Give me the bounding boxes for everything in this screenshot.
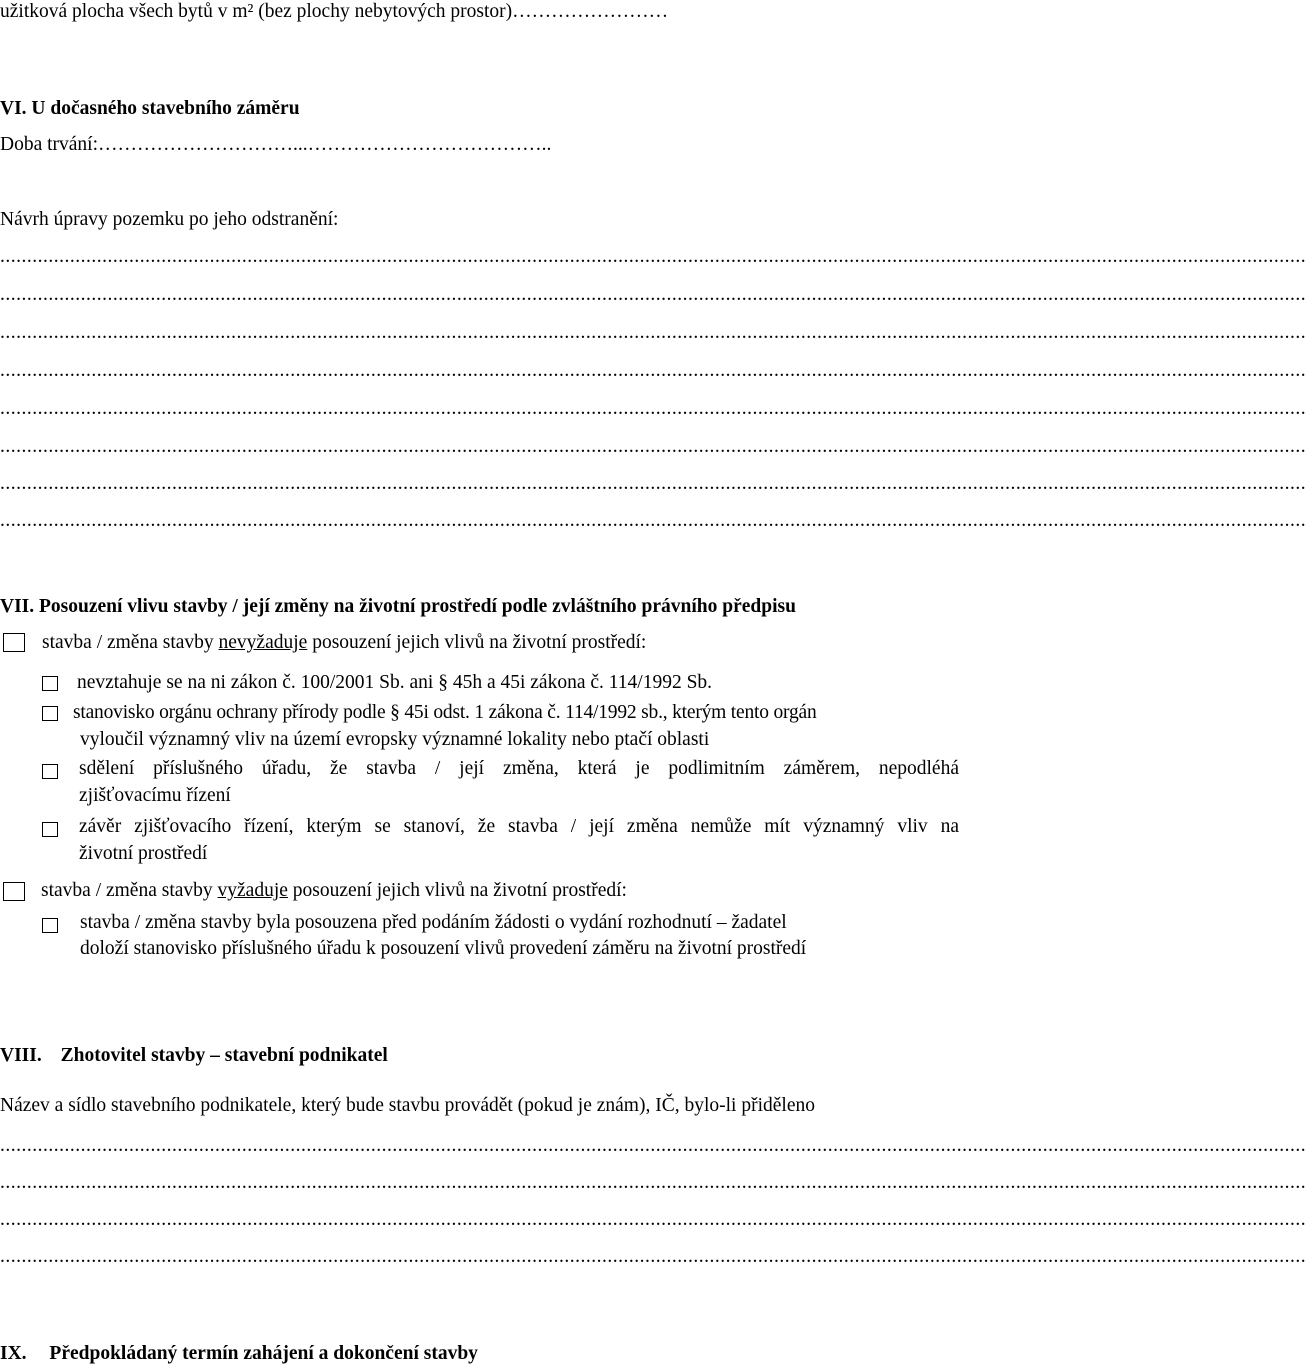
option-screening-conclusion-line2: životní prostředí [79, 843, 208, 864]
section-viii-heading: Zhotovitel stavby – stavební podnikatel [60, 1045, 388, 1066]
option-authority-notice-line1: sdělení příslušného úřadu, že stavba / její změna, která je podlimitním záměrem, nepodléhá [79, 758, 959, 779]
option-nature-authority-line1: stanovisko orgánu ochrany přírody podle § 45i odst. 1 zákona č. 114/1992 sb., kterým tento orgán [73, 702, 817, 723]
removal-dot-line[interactable]: ................................................................................................................................................................................................................................................... [0, 510, 1306, 531]
option-assessed-before-line2: doloží stanovisko příslušného úřadu k posouzení vlivů provedení záměru na životní prostředí [80, 938, 807, 959]
removal-dot-line[interactable]: ................................................................................................................................................................................................................................................... [0, 436, 1306, 457]
option-required: stavba / změna stavby vyžaduje posouzení jejich vlivů na životní prostředí: [41, 880, 627, 901]
contractor-dot-line[interactable]: ................................................................................................................................................................................................................................................... [0, 1172, 1306, 1193]
section-viii-title [0, 1044, 388, 1068]
section-vii-title [0, 595, 796, 619]
option-law-not-applicable: nevztahuje se na ni zákon č. 100/2001 Sb. ani § 45h a 45i zákona č. 114/1992 Sb. [77, 672, 713, 693]
section-ix-number: IX. [0, 1343, 27, 1364]
removal-dot-line[interactable]: ................................................................................................................................................................................................................................................... [0, 473, 1306, 494]
checkbox-nature-authority-opinion[interactable] [42, 706, 58, 721]
section-vi-title: VI. U dočasného stavebního záměru [0, 98, 300, 119]
contractor-dot-line[interactable]: ................................................................................................................................................................................................................................................... [0, 1209, 1306, 1230]
usable-area-line: užitková plocha všech bytů v m² (bez plochy nebytových prostor)…………………… [0, 1, 669, 22]
section-ix-heading: Předpokládaný termín zahájení a dokončení stavby [49, 1343, 478, 1364]
removal-dot-line[interactable]: ................................................................................................................................................................................................................................................... [0, 284, 1306, 305]
option-nature-authority-line2: vyloučil významný vliv na území evropsky významné lokality nebo ptačí oblasti [80, 729, 710, 750]
removal-dot-line[interactable]: ................................................................................................................................................................................................................................................... [0, 360, 1306, 381]
removal-label: Návrh úpravy pozemku po jeho odstranění: [0, 209, 339, 230]
checkbox-authority-notice[interactable] [42, 764, 58, 779]
removal-dot-line[interactable]: ................................................................................................................................................................................................................................................... [0, 322, 1306, 343]
checkbox-assessed-before[interactable] [42, 918, 58, 933]
section-viii-number: VIII. [0, 1045, 42, 1066]
option-screening-conclusion-line1: závěr zjišťovacího řízení, kterým se stanoví, že stavba / její změna nemůže mít významný vliv na [79, 816, 959, 837]
section-vii-heading: Posouzení vlivu stavby / její změny na životní prostředí podle zvláštního právního předpisu [39, 596, 796, 617]
checkbox-law-not-applicable[interactable] [42, 676, 58, 691]
option-authority-notice-line2: zjišťovacímu řízení [79, 785, 231, 806]
checkbox-screening-conclusion[interactable] [42, 822, 58, 837]
removal-dot-line[interactable]: ................................................................................................................................................................................................................................................... [0, 398, 1306, 419]
duration-field[interactable]: Doba trvání:…………………………...……………………………….. [0, 134, 552, 155]
section-ix-title [0, 1342, 478, 1366]
option-not-required: stavba / změna stavby nevyžaduje posouzení jejich vlivů na životní prostředí: [42, 632, 647, 653]
contractor-dot-line[interactable]: ................................................................................................................................................................................................................................................... [0, 1135, 1306, 1156]
contractor-dot-line[interactable]: ................................................................................................................................................................................................................................................... [0, 1246, 1306, 1267]
option-assessed-before-line1: stavba / změna stavby byla posouzena před podáním žádosti o vydání rozhodnutí – žadatel [80, 912, 787, 933]
contractor-label: Název a sídlo stavebního podnikatele, který bude stavbu provádět (pokud je znám), IČ, bylo-li přiděleno [0, 1095, 815, 1116]
section-vii-number: VII. [0, 596, 35, 617]
checkbox-required[interactable] [3, 882, 25, 901]
removal-dot-line[interactable]: ................................................................................................................................................................................................................................................... [0, 246, 1306, 267]
checkbox-not-required[interactable] [3, 633, 25, 652]
